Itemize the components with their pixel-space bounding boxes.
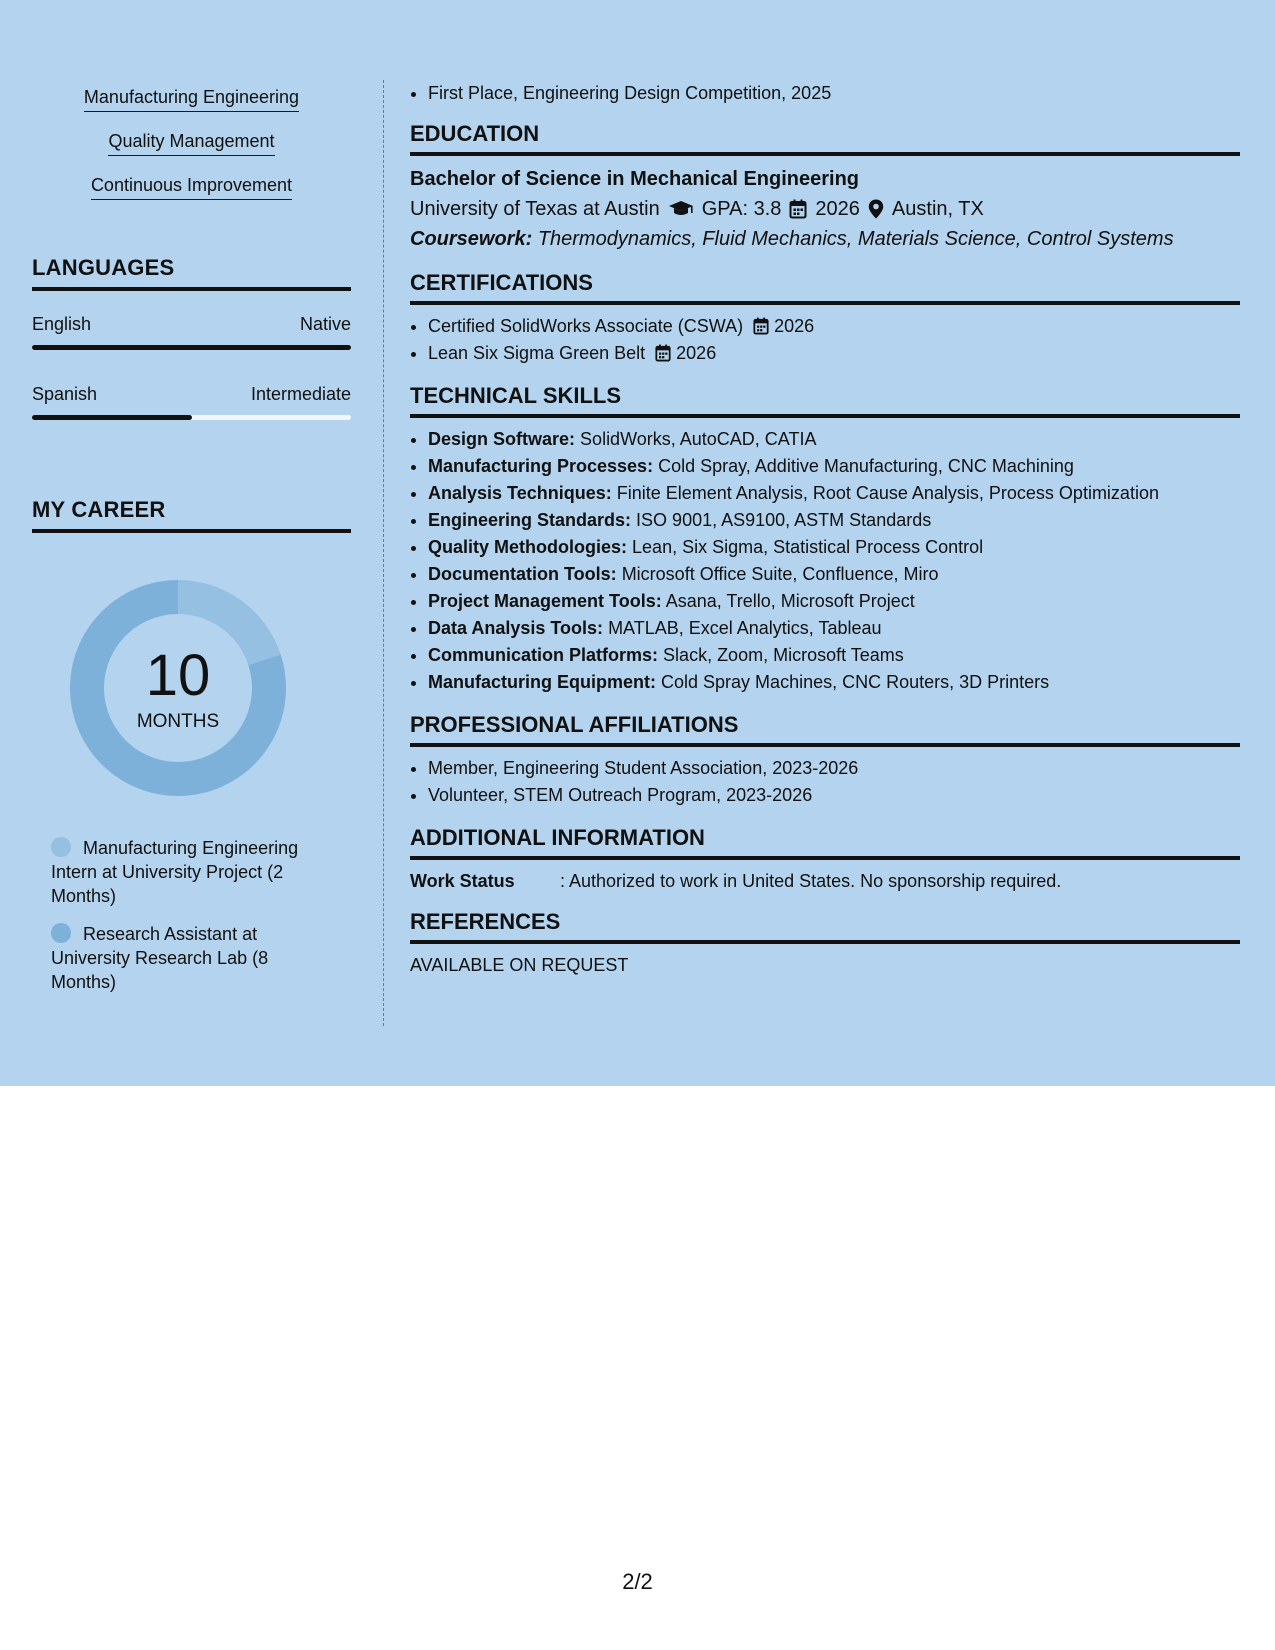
skill-value: ISO 9001, AS9100, ASTM Standards: [636, 510, 932, 530]
language-proficiency-fill: [32, 345, 351, 350]
certifications-title: CERTIFICATIONS: [410, 270, 1240, 305]
skill-value: Cold Spray Machines, CNC Routers, 3D Printers: [661, 672, 1050, 692]
language-level: Intermediate: [250, 384, 351, 404]
language-english: [32, 314, 351, 350]
skill-item: [428, 507, 1240, 534]
strength-tag: Continuous Improvement: [91, 174, 292, 200]
skill-item: [428, 615, 1240, 642]
references-text: AVAILABLE ON REQUEST: [410, 955, 629, 975]
language-proficiency-bar: [32, 415, 351, 420]
skill-label: Project Management Tools:: [428, 591, 662, 611]
career-title: MY CAREER: [32, 497, 351, 533]
additional-info-title: ADDITIONAL INFORMATION: [410, 825, 1240, 860]
affiliations-list: [410, 755, 1240, 809]
language-spanish: [32, 384, 351, 420]
work-status-row: [410, 868, 1240, 895]
education-school: University of Texas at Austin: [410, 198, 660, 220]
skill-item: [428, 453, 1240, 480]
career-donut-center: [66, 576, 290, 800]
language-proficiency-bar: [32, 345, 351, 350]
page-number: 2/2: [622, 1569, 653, 1594]
skill-item: [428, 426, 1240, 453]
education-year: 2026: [815, 198, 860, 220]
references-title: REFERENCES: [410, 909, 1240, 944]
education-details: [410, 194, 1240, 224]
affiliation-item: • Volunteer, STEM Outreach Program, 2023-2026: [428, 782, 1240, 809]
career-legend: [51, 836, 321, 1008]
certification-year: 2026: [774, 316, 815, 336]
graduation-cap-icon: [668, 200, 694, 218]
strength-tag: Quality Management: [108, 130, 274, 156]
skill-label: Documentation Tools:: [428, 564, 617, 584]
certifications-list: [410, 313, 1240, 367]
skill-label: Communication Platforms:: [428, 645, 659, 665]
skill-value: Slack, Zoom, Microsoft Teams: [663, 645, 904, 665]
education-title: EDUCATION: [410, 121, 1240, 156]
location-pin-icon: [868, 199, 884, 219]
skill-value: Finite Element Analysis, Root Cause Analysis, Process Optimization: [616, 483, 1159, 503]
legend-dot-icon: [51, 837, 71, 857]
career-legend-label: Research Assistant at University Research Lab (8 Months): [51, 924, 269, 992]
skill-label: Manufacturing Processes:: [428, 456, 654, 476]
career-legend-label: Manufacturing Engineering Intern at University Project (2 Months): [51, 838, 299, 906]
career-legend-item: [51, 922, 321, 994]
awards-list: [410, 80, 1240, 107]
skill-label: Engineering Standards:: [428, 510, 632, 530]
skill-item: [428, 669, 1240, 696]
career-total: 10: [145, 643, 211, 708]
certification-name: Certified SolidWorks Associate (CSWA): [428, 316, 744, 336]
work-status-value: : Authorized to work in United States. No sponsorship required.: [560, 871, 1062, 891]
education-coursework: [410, 224, 1240, 254]
language-proficiency-fill: [32, 415, 192, 420]
affiliations-title: PROFESSIONAL AFFILIATIONS: [410, 712, 1240, 747]
education-degree: Bachelor of Science in Mechanical Engineering: [410, 168, 860, 190]
certification-item: [428, 313, 1240, 340]
skills-title: TECHNICAL SKILLS: [410, 383, 1240, 418]
coursework-value: Thermodynamics, Fluid Mechanics, Materials Science, Control Systems: [537, 228, 1174, 250]
skill-label: Manufacturing Equipment:: [428, 672, 656, 692]
skill-label: Design Software:: [428, 429, 576, 449]
calendar-icon: [655, 344, 671, 362]
language-level: Native: [299, 314, 351, 334]
strength-tag: Manufacturing Engineering: [84, 86, 299, 112]
right-column: [410, 80, 1240, 979]
skill-value: Microsoft Office Suite, Confluence, Miro: [621, 564, 939, 584]
skill-item: [428, 534, 1240, 561]
skill-label: Data Analysis Tools:: [428, 618, 604, 638]
skill-item: [428, 588, 1240, 615]
certification-year: 2026: [676, 343, 717, 363]
calendar-icon: [753, 317, 769, 335]
skill-item: [428, 561, 1240, 588]
work-status-label: Work Status: [410, 871, 515, 891]
skill-label: Quality Methodologies:: [428, 537, 628, 557]
language-name: Spanish: [32, 384, 98, 404]
certification-name: Lean Six Sigma Green Belt: [428, 343, 646, 363]
certification-item: [428, 340, 1240, 367]
career-legend-item: [51, 836, 321, 908]
skill-value: SolidWorks, AutoCAD, CATIA: [580, 429, 817, 449]
skill-value: MATLAB, Excel Analytics, Tableau: [608, 618, 882, 638]
skills-list: [410, 426, 1240, 696]
skill-label: Analysis Techniques:: [428, 483, 612, 503]
legend-dot-icon: [51, 923, 71, 943]
award-item: • First Place, Engineering Design Competition, 2025: [428, 80, 1240, 107]
skill-value: Lean, Six Sigma, Statistical Process Control: [632, 537, 984, 557]
strength-tags: [32, 86, 351, 218]
career-unit: MONTHS: [136, 711, 220, 732]
skill-item: [428, 642, 1240, 669]
calendar-icon: [789, 199, 807, 219]
education-location: Austin, TX: [891, 198, 984, 220]
education-gpa: GPA: 3.8: [701, 198, 782, 220]
column-divider: [383, 80, 384, 1026]
affiliation-item: • Member, Engineering Student Association, 2023-2026: [428, 755, 1240, 782]
languages-title: LANGUAGES: [32, 255, 351, 291]
skill-value: Cold Spray, Additive Manufacturing, CNC Machining: [658, 456, 1074, 476]
coursework-label: Coursework:: [410, 228, 533, 250]
language-name: English: [32, 314, 92, 334]
skill-item: [428, 480, 1240, 507]
skill-value: Asana, Trello, Microsoft Project: [665, 591, 915, 611]
